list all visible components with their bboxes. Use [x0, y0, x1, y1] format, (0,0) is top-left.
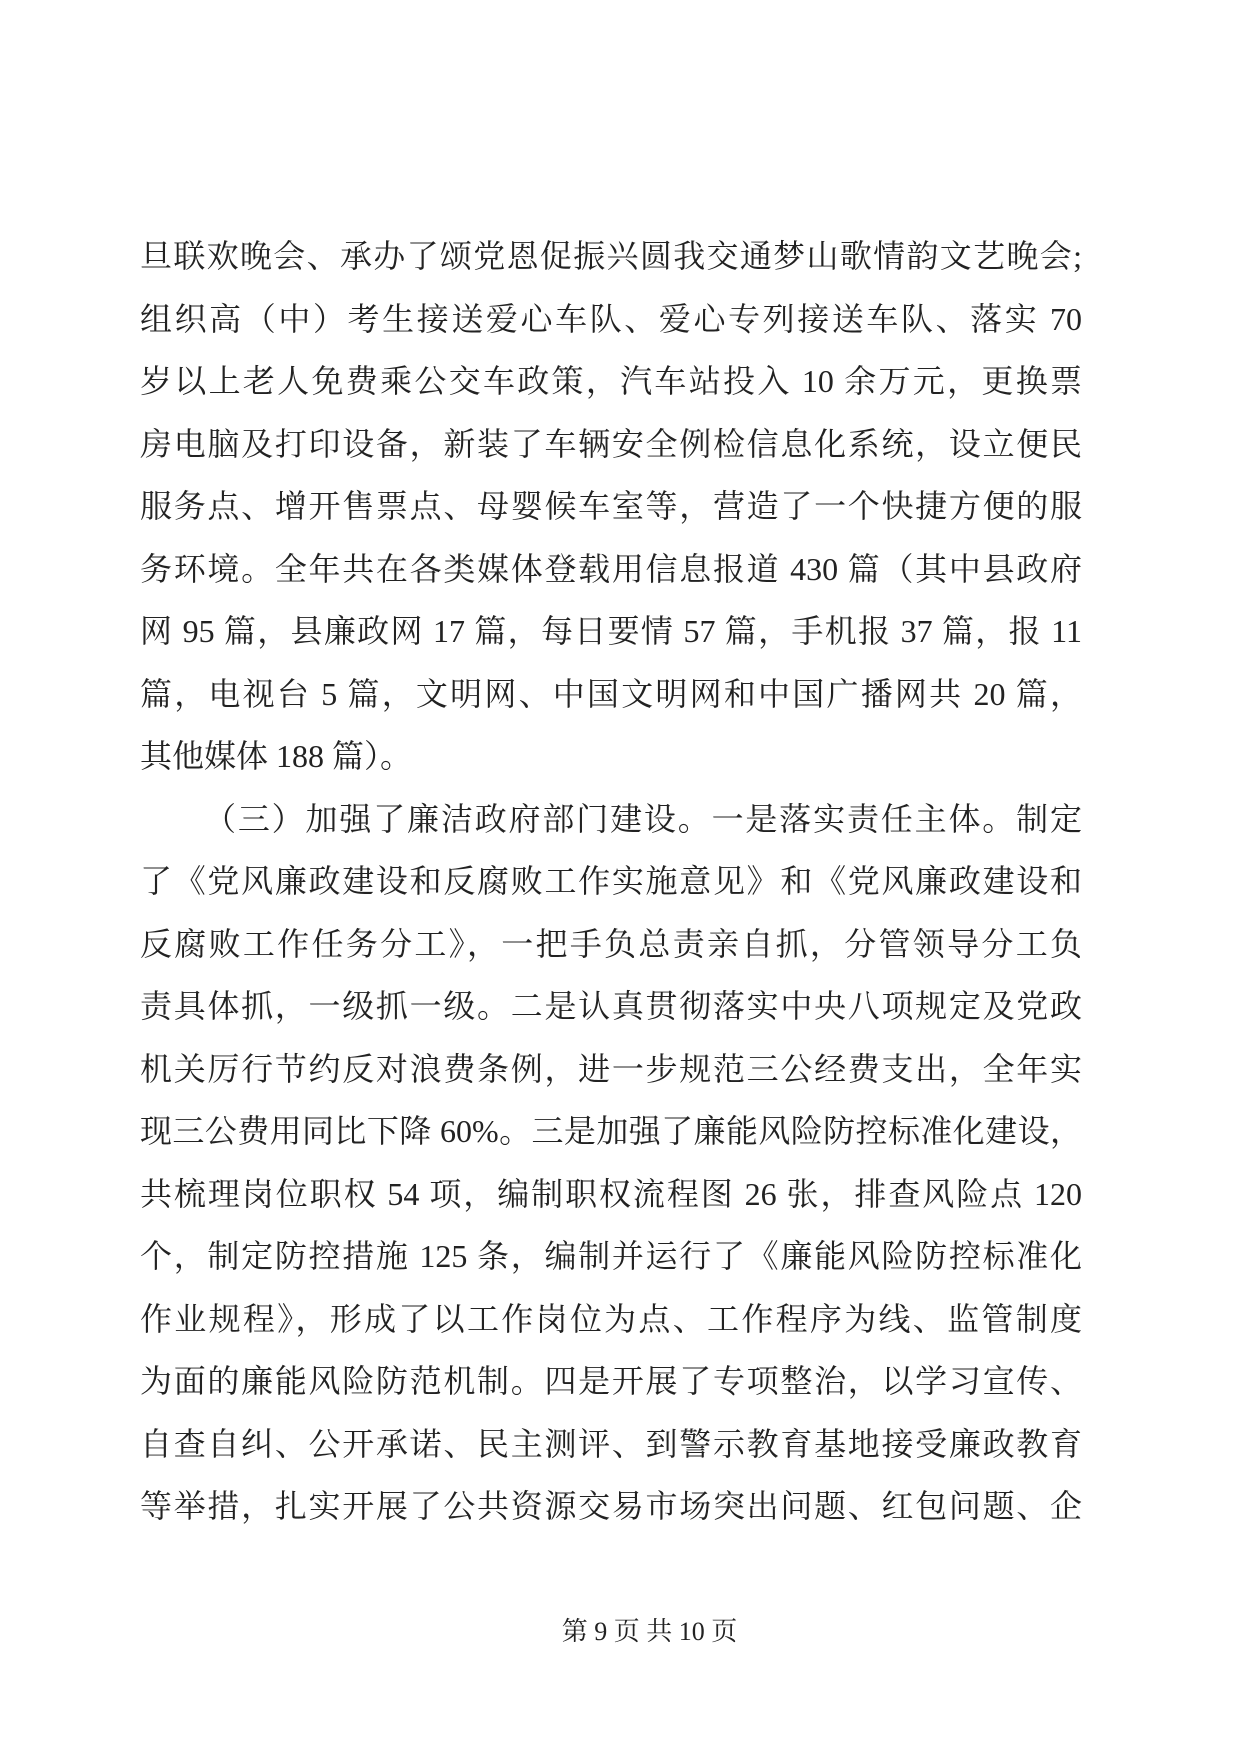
text-line: 网 95 篇，县廉政网 17 篇，每日要情 57 篇，手机报 37 篇，报 11 — [140, 613, 1082, 649]
text-line: 务环境。全年共在各类媒体登载用信息报道 430 篇（其中县政府 — [140, 550, 1082, 587]
text-line-paragraph-end: 其他媒体 188 篇）。 — [140, 738, 413, 774]
text-line-paragraph-start: （三）加强了廉洁政府部门建设。一是落实责任主体。制定 — [204, 800, 1082, 837]
text-line: 篇，电视台 5 篇，文明网、中国文明网和中国广播网共 20 篇， — [140, 675, 1082, 712]
text-line: 岁以上老人免费乘公交车政策，汽车站投入 10 余万元，更换票 — [140, 363, 1082, 399]
text-line: 组织高（中）考生接送爱心车队、爱心专列接送车队、落实 70 — [140, 300, 1082, 337]
text-line: 机关厉行节约反对浪费条例，进一步规范三公经费支出，全年实 — [140, 1050, 1082, 1087]
text-line: 反腐败工作任务分工》，一把手负总责亲自抓，分管领导分工负 — [140, 925, 1082, 962]
text-line: 服务点、增开售票点、母婴候车室等，营造了一个快捷方便的服 — [140, 488, 1082, 524]
text-line: 作业规程》，形成了以工作岗位为点、工作程序为线、监管制度 — [140, 1300, 1082, 1337]
text-line: 旦联欢晚会、承办了颂党恩促振兴圆我交通梦山歌情韵文艺晚会; — [140, 238, 1082, 274]
text-line: 房电脑及打印设备，新装了车辆安全例检信息化系统，设立便民 — [140, 425, 1082, 462]
text-line: 自查自纠、公开承诺、民主测评、到警示教育基地接受廉政教育 — [140, 1425, 1082, 1462]
page-number: 第 9 页 共 10 页 — [561, 1617, 738, 1646]
text-line: 为面的廉能风险防范机制。四是开展了专项整治，以学习宣传、 — [140, 1363, 1082, 1399]
text-line: 个，制定防控措施 125 条，编制并运行了《廉能风险防控标准化 — [140, 1238, 1082, 1274]
text-line: 责具体抓，一级抓一级。二是认真贯彻落实中央八项规定及党政 — [140, 988, 1082, 1024]
document-body — [140, 225, 1082, 1538]
text-line: 现三公费用同比下降 60%。三是加强了廉能风险防控标准化建设， — [140, 1113, 1082, 1149]
text-line: 等举措，扎实开展了公共资源交易市场突出问题、红包问题、企 — [140, 1488, 1082, 1524]
text-line: 共梳理岗位职权 54 项，编制职权流程图 26 张，排查风险点 120 — [140, 1175, 1082, 1212]
text-line: 了《党风廉政建设和反腐败工作实施意见》和《党风廉政建设和 — [140, 863, 1082, 899]
